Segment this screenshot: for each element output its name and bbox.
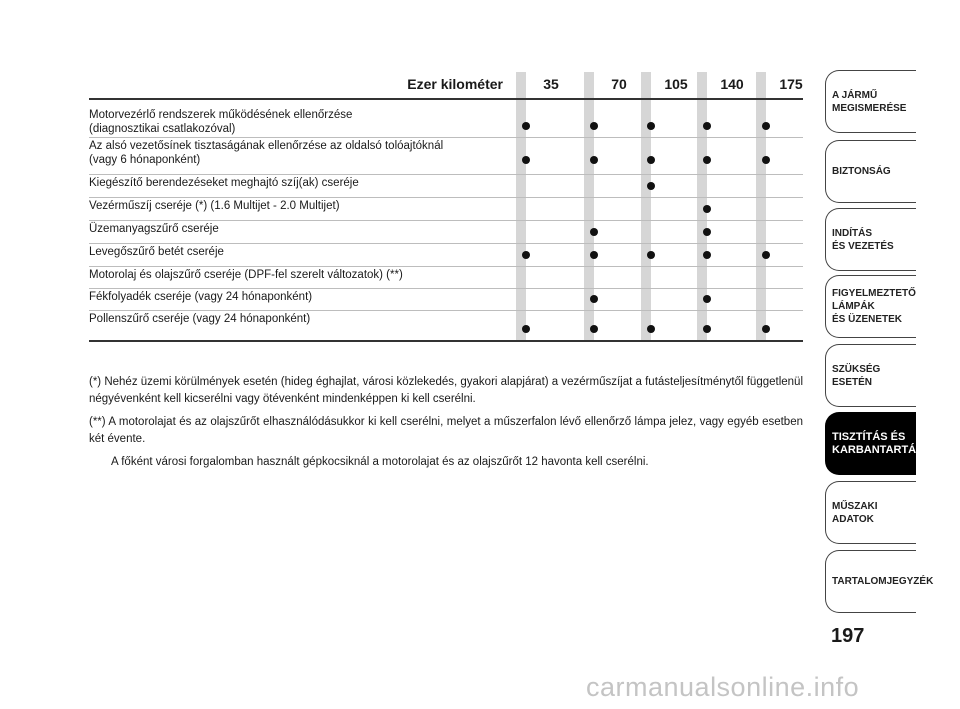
table-bottom-rule [89,340,803,342]
service-mark-dot [703,122,711,130]
service-mark-dot [522,325,530,333]
chapter-tab-label: INDÍTÁS ÉS VEZETÉS [832,227,894,252]
service-mark-dot [590,228,598,236]
row-label: Üzemanyagszűrő cseréje [89,223,219,235]
chapter-tab-4[interactable] [825,275,916,338]
chapter-tab-7[interactable] [825,481,916,544]
service-mark-dot [522,156,530,164]
chapter-tab-label: FIGYELMEZTETŐ LÁMPÁK ÉS ÜZENETEK [832,288,916,325]
table-row [89,106,803,138]
note-3: A főként városi forgalomban használt gépkocsiknál a motorolajat és az olajszűrőt 12 havonta kell cserélni. [111,456,649,468]
table-header [89,72,803,98]
km-column-140: 140 [720,76,744,92]
row-label: Levegőszűrő betét cseréje [89,246,224,258]
row-label: Vezérműszíj cseréje (*) (1.6 Multijet - 2.0 Multijet) [89,200,340,212]
chapter-tab-3[interactable] [825,208,916,271]
chapter-tab-8[interactable] [825,550,934,613]
chapter-tab-label: A JÁRMŰ MEGISMERÉSE [832,89,907,114]
note-2: (**) A motorolajat és az olajszűrőt elhasználódásukkor ki kell cserélni, melyet a műszerfalon lévő ellenőrző lámpa jelez, vagy egyéb esetben két évente. [89,416,803,445]
header-rule [89,98,803,100]
table-row [89,243,803,267]
chapter-tab-label: TARTALOMJEGYZÉK [832,576,934,587]
service-mark-dot [522,251,530,259]
service-mark-dot [590,156,598,164]
notes-section [89,374,803,477]
row-label: Kiegészítő berendezéseket meghajtó szíj(ak) cseréje [89,177,359,189]
service-mark-dot [703,205,711,213]
row-label: Fékfolyadék cseréje (vagy 24 hónaponként) [89,291,313,303]
chapter-tab-5[interactable] [825,344,916,407]
service-mark-dot [590,325,598,333]
chapter-tab-2[interactable] [825,140,916,203]
service-mark-dot [647,251,655,259]
service-mark-dot [590,295,598,303]
page-number: 197 [831,625,865,647]
table-row [89,310,803,341]
row-label: Pollenszűrő cseréje (vagy 24 hónaponként) [89,313,311,325]
chapter-tab-6[interactable] [825,412,924,475]
km-column-175: 175 [779,76,803,92]
table-row [89,266,803,289]
table-row [89,197,803,221]
km-column-105: 105 [664,76,688,92]
chapter-tab-label: TISZTÍTÁS ÉS KARBANTARTÁS [832,430,924,456]
service-mark-dot [703,251,711,259]
service-mark-dot [647,182,655,190]
row-label: Az alsó vezetősínek tisztaságának ellenőrzése az oldalsó tolóajtóknál (vagy 6 hónaponként) [89,140,444,166]
row-label: Motorolaj és olajszűrő cseréje (DPF-fel szerelt változatok) (**) [89,269,403,281]
chapter-tab-1[interactable] [825,70,916,133]
watermark: carmanualsonline.info [586,672,860,702]
service-mark-dot [703,228,711,236]
service-mark-dot [762,156,770,164]
service-mark-dot [703,295,711,303]
table-row [89,174,803,198]
header-title: Ezer kilométer [407,76,503,92]
service-mark-dot [522,122,530,130]
row-label: Motorvezérlő rendszerek működésének ellenőrzése (diagnosztikai csatlakozóval) [89,109,353,135]
km-column-70: 70 [611,76,627,92]
chapter-tab-label: SZÜKSÉG ESETÉN [832,363,881,388]
service-mark-dot [703,325,711,333]
chapter-tab-label: MŰSZAKI ADATOK [832,500,878,525]
chapter-tab-label: BIZTONSÁG [832,166,891,177]
service-mark-dot [762,122,770,130]
note-1: (*) Nehéz üzemi körülmények esetén (hideg éghajlat, városi közlekedés, gyakori alapjárat) a vezérműszíjat a futásteljesítménytől függetlenül négyévenként kell kicserélni vagy ötévenként mindenképpen ki kell cserélni. [89,376,803,405]
service-mark-dot [647,156,655,164]
table-row [89,288,803,311]
service-mark-dot [647,122,655,130]
service-mark-dot [703,156,711,164]
service-mark-dot [647,325,655,333]
km-column-35: 35 [543,76,559,92]
service-mark-dot [762,325,770,333]
table-row [89,220,803,244]
service-mark-dot [590,122,598,130]
service-mark-dot [762,251,770,259]
service-mark-dot [590,251,598,259]
table-row [89,137,803,175]
